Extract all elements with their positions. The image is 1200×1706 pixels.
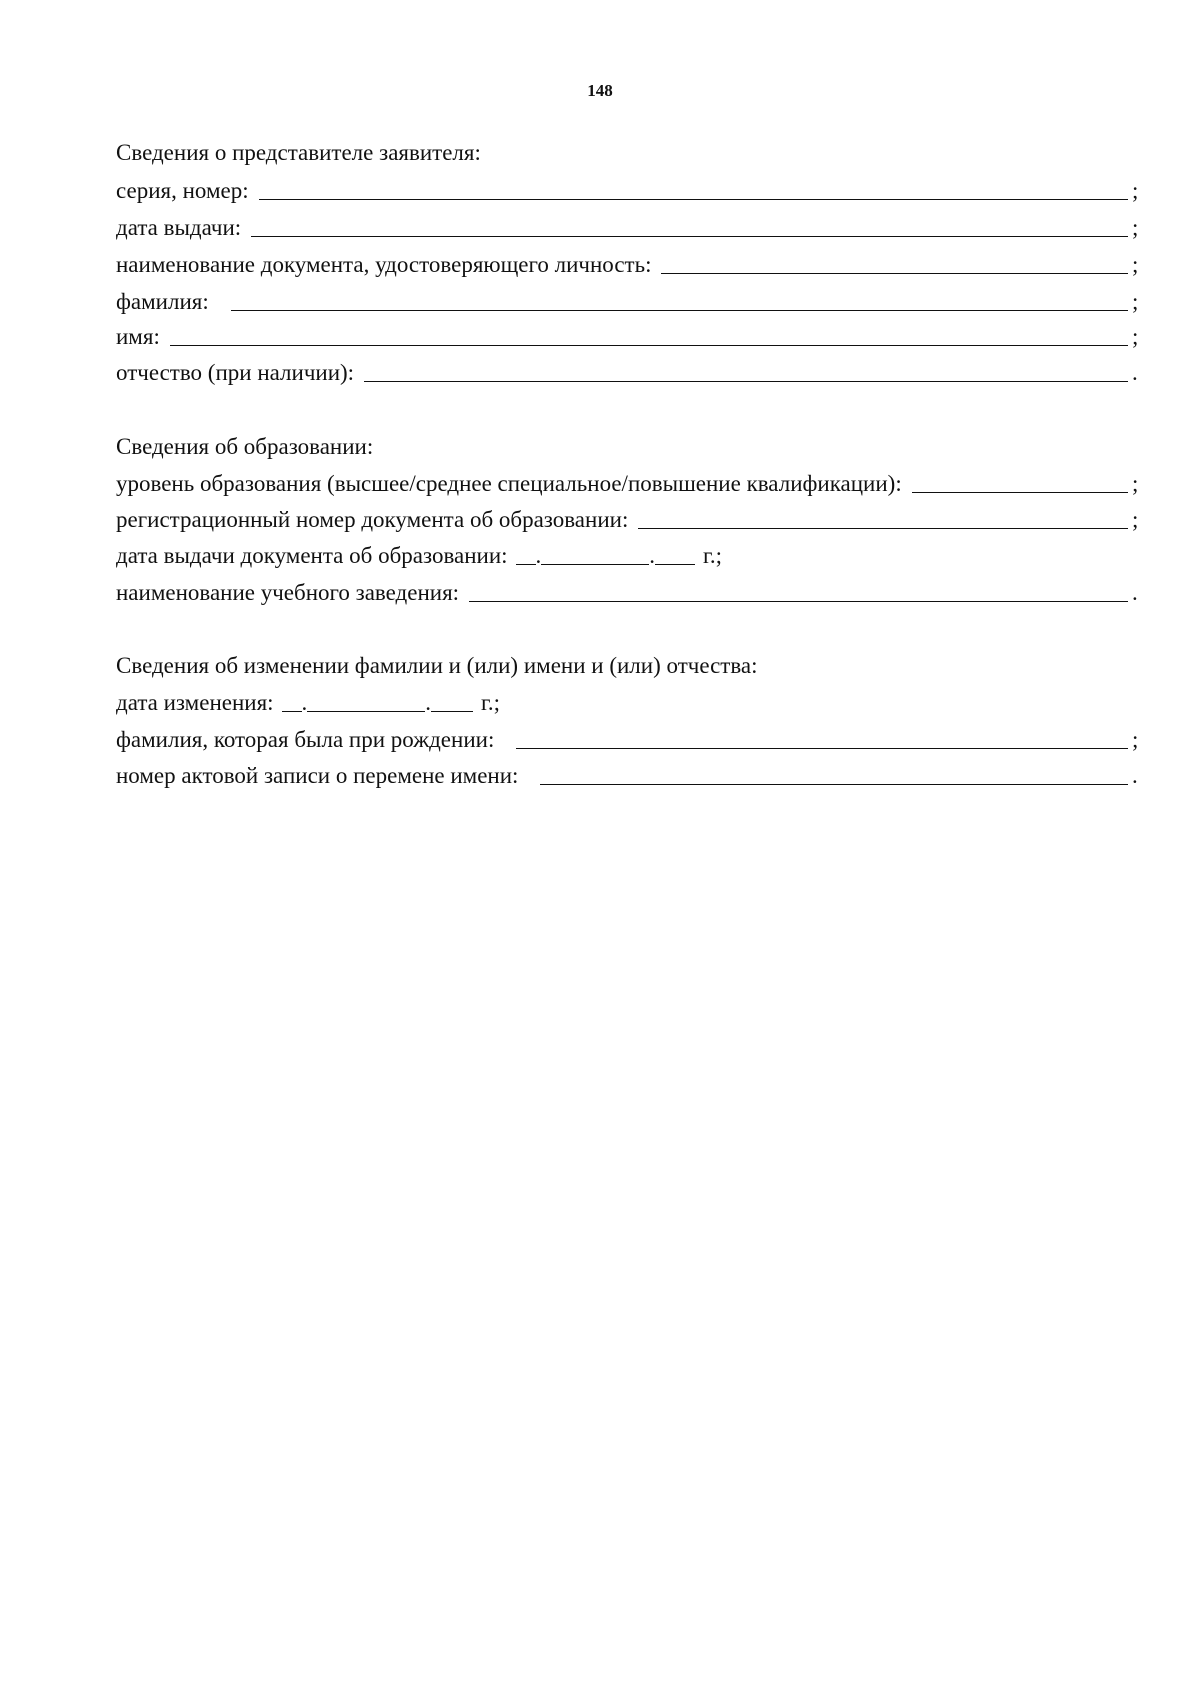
field-label: уровень образования (высшее/среднее специальное/повышение квалификации):: [116, 471, 902, 496]
field-label: наименование документа, удостоверяющего личность:: [116, 252, 652, 277]
year-suffix: г.;: [481, 690, 501, 715]
field-end-punctuation: .: [1132, 580, 1138, 605]
field-label: дата выдачи:: [116, 215, 242, 240]
field-label: имя:: [116, 324, 160, 349]
fill-in-blank[interactable]: [912, 491, 1128, 493]
year-blank[interactable]: [655, 563, 695, 565]
field-end-punctuation: ;: [1132, 727, 1139, 752]
field-label: фамилия:: [116, 289, 209, 314]
fill-in-blank[interactable]: [259, 198, 1128, 200]
day-blank[interactable]: [282, 710, 302, 712]
fill-in-blank[interactable]: [661, 272, 1128, 274]
field-first-name: [116, 321, 1142, 351]
date-separator: .: [301, 690, 308, 715]
field-label: регистрационный номер документа об образовании:: [116, 507, 629, 532]
field-birth-surname: [116, 724, 1142, 754]
date-separator: .: [535, 543, 542, 568]
year-blank[interactable]: [431, 710, 473, 712]
fill-in-blank[interactable]: [251, 235, 1128, 237]
fill-in-blank[interactable]: [170, 344, 1128, 346]
field-end-punctuation: .: [1132, 360, 1138, 385]
field-label: дата выдачи документа об образовании:: [116, 543, 508, 568]
section-title-representative: Сведения о представителе заявителя:: [116, 140, 481, 165]
field-patronymic: [116, 357, 1142, 387]
field-end-punctuation: ;: [1132, 178, 1139, 203]
field-act-record-number: [116, 760, 1142, 790]
page-number: 148: [587, 81, 613, 100]
field-label: серия, номер:: [116, 178, 249, 203]
field-label: дата изменения:: [116, 690, 274, 715]
day-blank[interactable]: [516, 563, 536, 565]
field-institution-name: [116, 577, 1142, 607]
field-end-punctuation: ;: [1132, 324, 1139, 349]
field-identity-document: [116, 249, 1142, 279]
field-label: отчество (при наличии):: [116, 360, 355, 385]
field-issue-date: [116, 212, 1142, 242]
month-blank[interactable]: [307, 710, 425, 712]
year-suffix: г.;: [703, 543, 723, 568]
date-separator: .: [649, 543, 656, 568]
fill-in-blank[interactable]: [364, 380, 1128, 382]
fill-in-blank[interactable]: [231, 309, 1128, 311]
field-series-number: [116, 175, 1142, 205]
field-education-issue-date: [116, 540, 722, 570]
section-title-name-change: Сведения об изменении фамилии и (или) имени и (или) отчества:: [116, 653, 758, 678]
field-label: фамилия, которая была при рождении:: [116, 727, 495, 752]
field-end-punctuation: ;: [1132, 471, 1139, 496]
field-label: номер актовой записи о перемене имени:: [116, 763, 519, 788]
field-change-date: [116, 687, 500, 717]
field-end-punctuation: ;: [1132, 507, 1139, 532]
field-end-punctuation: ;: [1132, 289, 1139, 314]
fill-in-blank[interactable]: [638, 527, 1128, 529]
field-education-level: [116, 468, 1142, 498]
month-blank[interactable]: [541, 563, 649, 565]
fill-in-blank[interactable]: [516, 747, 1128, 749]
fill-in-blank[interactable]: [469, 600, 1128, 602]
section-title-education: Сведения об образовании:: [116, 434, 374, 459]
field-registration-number: [116, 504, 1142, 534]
date-separator: .: [425, 690, 432, 715]
fill-in-blank[interactable]: [540, 783, 1128, 785]
field-label: наименование учебного заведения:: [116, 580, 460, 605]
field-end-punctuation: ;: [1132, 252, 1139, 277]
field-end-punctuation: .: [1132, 763, 1138, 788]
field-surname: [116, 286, 1142, 316]
field-end-punctuation: ;: [1132, 215, 1139, 240]
